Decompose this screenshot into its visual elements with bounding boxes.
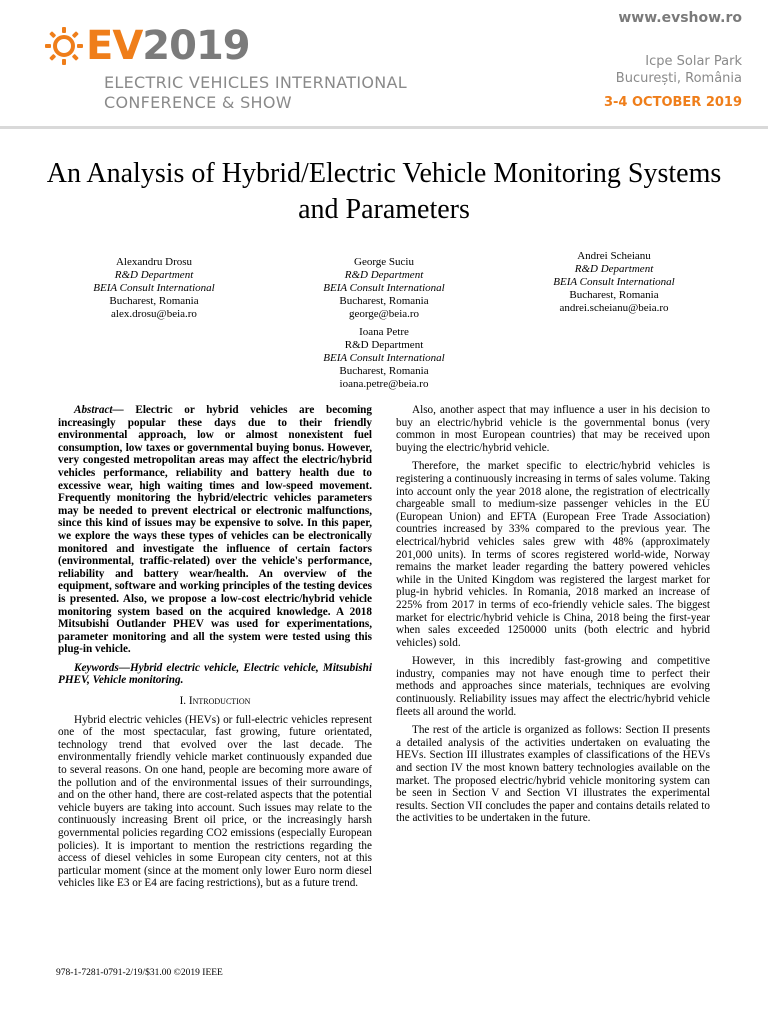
author-dept: R&D Department: [574, 263, 654, 275]
author-city: Bucharest, Romania: [339, 295, 429, 307]
abstract-body: Electric or hybrid vehicles are becoming increasingly popular these days due to their friendly environmental approach, low or almost nonexistent fuel consumption, low taxes or governmental buying bonus. However, very congested metropolitan areas may affect the electric/hybrid vehicles performance, reliability and battery health due to excessive wear, high waiting times and low-speed movement. Frequently monitoring the hybrid/electric vehicles parameters may be needed to prevent electrical or electronic malfunctions, since this kind of issues may be expensive to solve. In this paper, we explore the ways these types of vehicles can be electronically monitored and investigate the influence of certain factors (environmental, traffic-related) over the vehicle's performance, reliability and battery wear/health. An overview of the equipment, software and working principles of the testing devices is presented. Also, we propose a low-cost electric/hybrid vehicle monitoring system based on the acquired knowledge. A 2018 Mitsubishi Outlander PHEV was used for experimentations, parameter monitoring and all the system were tested using this plug-in vehicle.: [58, 404, 372, 656]
venue-name: Icpe Solar Park: [645, 54, 742, 69]
abstract-lead: Abstract—: [74, 404, 124, 416]
body-paragraph: Therefore, the market specific to electric/hybrid vehicles is registering a continuously increasing in terms of sales volume. Taking into account only the year 2018 alone, the registration of electrically chargeable small to medium-size passenger vehicles in the EU (European Union) and EFTA (European Free Trade Association) countries increased by 33% compared to the previous year. The electrical/hybrid vehicles sales grew with 48% (approximately 201,000 units). In terms of scores registered world-wide, Norway remains the market leader regarding the battery powered vehicles while in the United Kingdom was registered the largest market for plug-in hybrid vehicles. In Romania, 2018 marked an increase of 225% from 2017 in terms of eco-friendly vehicle sales. The biggest market for electric/hybrid vehicle is China, 2018 being the first-year when sales exceeded 1250000 units (both electric and hybrid vehicles) sold.: [396, 460, 710, 649]
author-dept: R&D Department: [344, 339, 424, 351]
author-email: george@beia.ro: [348, 308, 420, 320]
author-city: Bucharest, Romania: [109, 295, 199, 307]
event-logo: [86, 22, 250, 70]
intro-paragraph: Hybrid electric vehicles (HEVs) or full-electric vehicles represent one of the most spectacular, fast growing, future orientated, technology trend that evolved over the last decade. The environmentally friendly vehicle market continuously expanded due to several reasons. On one hand, people are becoming more aware of the pollution and of the environmental issues of their surroundings, and on the other hand, there are cost-related aspects that the potential vehicle buyers are taking into account. Such issues may relate to the continuously increasing Brent oil price, or the increasingly harsh governmental policies regarding CO2 emissions (especially European policies). It is important to mention the restrictions regarding the access of diesel vehicles in some European city centers, not at this particular moment (since at the moment only lower Euro norm diesel vehicles like E3 or E4 are facing restrictions), but as a future trend.: [58, 713, 372, 890]
logo-year: 2019: [142, 23, 250, 69]
keywords: Keywords—Hybrid electric vehicle, Electric vehicle, Mitsubishi PHEV, Vehicle monitoring.: [58, 661, 372, 687]
author-email: alex.drosu@beia.ro: [111, 308, 197, 320]
body-paragraph: The rest of the article is organized as follows: Section II presents a detailed analysis of the activities undertaken on evaluating the HEVs. Section III illustrates examples of classifications of the HEVs and section IV the most known battery technologies available on the market. The proposed electric/hybrid vehicle monitoring system can be seen in Section V and Section VI illustrates the experimental results. Section VII concludes the paper and contains details related to the activities to be undertaken in the future.: [396, 724, 710, 825]
author-name: Andrei Scheianu: [577, 250, 651, 262]
body-paragraph: Also, another aspect that may influence a user in his decision to buy an electric/hybrid vehicle is the governmental bonus (very common in most European countries) that may be received upon buying the electric/hybrid vehicle.: [396, 404, 710, 454]
right-column: [396, 404, 710, 831]
author-city: Bucharest, Romania: [569, 289, 659, 301]
section-heading: I. Introduction: [179, 695, 251, 708]
author-name: Ioana Petre: [359, 326, 409, 338]
logo-sun-icon: [44, 26, 84, 66]
conference-name-line2: CONFERENCE & SHOW: [104, 93, 292, 112]
author-dept: R&D Department: [114, 269, 194, 281]
author-block: [284, 326, 484, 391]
conference-name-line1: ELECTRIC VEHICLES INTERNATIONAL: [104, 73, 407, 92]
website-url: www.evshow.ro: [618, 10, 742, 26]
abstract: [58, 404, 372, 656]
venue-city: București, România: [615, 71, 742, 86]
header-divider: [0, 126, 768, 129]
body-paragraph: However, in this incredibly fast-growing and competitive industry, companies may not have enough time to perfect their methods and approaches since materials, techniques are evolving continuously. Reliability issues may affect the electric/hybrid vehicle fleets all around the world.: [396, 655, 710, 718]
paper-title: An Analysis of Hybrid/Electric Vehicle Monitoring Systems and Parameters: [46, 158, 722, 225]
copyright-footer: 978-1-7281-0791-2/19/$31.00 ©2019 IEEE: [56, 968, 223, 978]
author-org: BEIA Consult International: [93, 282, 215, 294]
author-block: [284, 256, 484, 321]
author-city: Bucharest, Romania: [339, 365, 429, 377]
author-org: BEIA Consult International: [323, 352, 445, 364]
logo-ev: EV: [86, 23, 143, 69]
author-block: [54, 256, 254, 321]
author-dept: R&D Department: [344, 269, 424, 281]
author-email: ioana.petre@beia.ro: [339, 378, 429, 390]
author-org: BEIA Consult International: [553, 276, 675, 288]
author-name: George Suciu: [354, 256, 414, 268]
author-org: BEIA Consult International: [323, 282, 445, 294]
author-block: [514, 250, 714, 315]
author-email: andrei.scheianu@beia.ro: [559, 302, 669, 314]
author-name: Alexandru Drosu: [115, 256, 193, 268]
event-dates: 3-4 OCTOBER 2019: [603, 95, 742, 110]
left-column: [58, 404, 372, 896]
